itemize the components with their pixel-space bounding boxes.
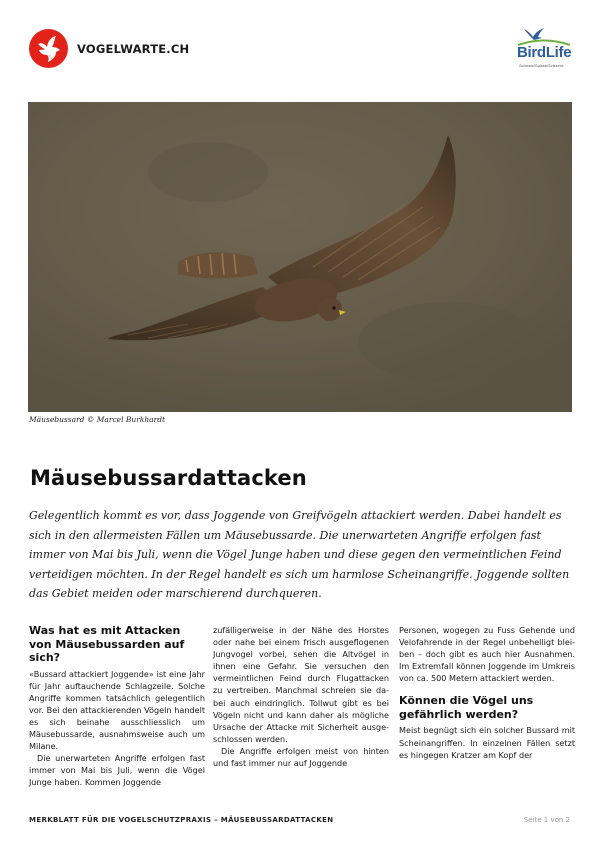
birdlife-word-bird: Bird xyxy=(517,44,546,61)
vogelwarte-dove-icon xyxy=(29,29,68,68)
body-paragraph: Die Angriffe erfolgen meist von hinten und fast immer nur auf Joggende xyxy=(213,745,389,769)
body-paragraph: zufälligerweise in der Nähe des Horstes oder nahe bei einem frisch ausgeflogenen Jungvogel vorbei, sehen die Altvögel in ihnen eine Gefahr. Sie versuchen den vermeintlichen Feind durch Flugattacken zu vertreiben. Manchmal schreien sie dabei auch eindringlich. Tollwut gibt es bei Vögeln nicht und kann daher als mögliche Ursache der Attacke mit Sicherheit ausgeschlossen werden. xyxy=(213,625,389,744)
section-heading-attacks: Was hat es mit Attacken von Mäusebussarden auf sich? xyxy=(29,624,185,664)
page-indicator: Seite 1 von 2 xyxy=(523,816,570,824)
vogelwarte-wordmark: VOGELWARTE.CH xyxy=(77,41,190,56)
footer-document-title: MERKBLATT FÜR DIE VOGELSCHUTZPRAXIS – MÄUSEBUSSARDATTACKEN xyxy=(29,816,334,824)
body-paragraph: Die unerwarteten Angriffe erfolgen fast immer von Mai bis Juli, wenn die Vögel Junge haben. Kommen Joggende xyxy=(29,753,205,788)
body-column-3 xyxy=(399,624,575,761)
buzzard-photo xyxy=(28,102,572,412)
birdlife-wordmark xyxy=(517,44,571,61)
section-heading-danger: Können die Vögel uns gefährlich werden? xyxy=(399,694,534,721)
body-column-2 xyxy=(213,624,389,769)
buzzard-in-flight-image xyxy=(28,102,572,412)
vogelwarte-logo xyxy=(29,29,189,68)
body-paragraph: Personen, wogegen zu Fuss Gehende und Velofahrende in der Regel unbehelligt bleiben – doch gibt es auch hier Ausnahmen. Im Extremfall können Joggende im Umkreis von ca. 500 Metern attackiert werden. xyxy=(399,625,575,684)
birdlife-subtitle: Schweiz/Suisse/Svizzera xyxy=(519,63,564,68)
photo-caption: Mäusebussard © Marcel Burkhardt xyxy=(29,415,166,424)
birdlife-word-life: Life xyxy=(545,44,572,61)
body-column-1 xyxy=(29,624,205,788)
page-title: Mäusebussardattacken xyxy=(30,466,307,490)
body-paragraph: Meist begnügt sich ein solcher Bussard mit Scheinangriffen. In einzelnen Fällen setzt es hingegen Kratzer am Kopf der xyxy=(399,725,575,760)
body-paragraph: «Bussard attackiert Joggende» ist eine Jahr für Jahr auftauchende Schlagzeile. Solche Angriffe kommen tatsächlich gelegentlich vor. Bei den attackierenden Vögeln handelt es sich beinahe ausschliesslich um Mäusebussarde, ausnahmsweise auch um Milane. xyxy=(29,668,205,752)
lead-paragraph: Gelegentlich kommt es vor, dass Joggende von Greifvögeln attackiert werden. Dabei handelt es sich in den allermeisten Fällen um Mäusebussarde. Die unerwarteten Angriffe erfolgen fast immer von Mai bis Juli, wenn die Vögel Junge haben und diese gegen den vermeintlichen Feind verteidigen möchten. In der Regel handelt es sich um harmlose Scheinangriffe. Joggende sollten das Gebiet meiden oder marschierend durchqueren. xyxy=(29,509,570,600)
birdlife-logo xyxy=(512,27,576,73)
